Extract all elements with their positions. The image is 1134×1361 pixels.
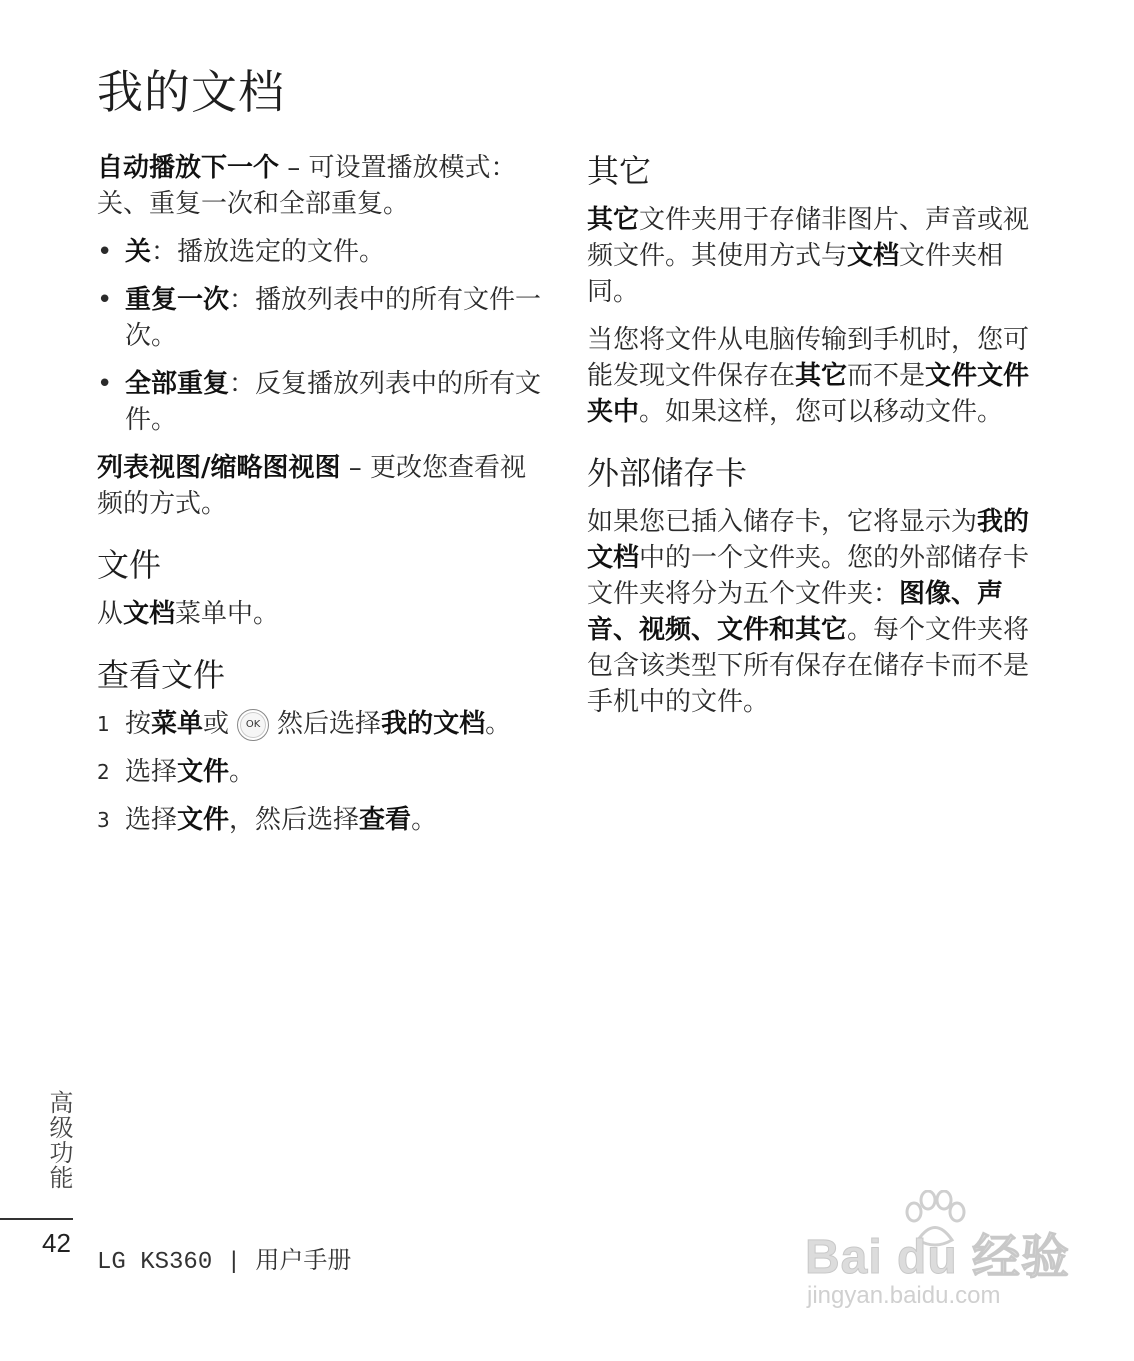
bullet-term: 全部重复 bbox=[125, 369, 230, 399]
files-paragraph bbox=[97, 596, 552, 632]
other-text: 当您将文件从电脑传输到手机时，您可能发现文件保存在 bbox=[587, 325, 1030, 391]
side-divider bbox=[0, 1218, 73, 1220]
card-text: 。每个文件夹将包含该类型下所有保存在储存卡而不是手机中的文件。 bbox=[587, 615, 1030, 717]
other-term: 其它 bbox=[795, 361, 848, 391]
step-text: 。 bbox=[485, 709, 512, 739]
section-side-label: 高级功能 bbox=[45, 1090, 73, 1190]
other-text: 。如果这样，您可以移动文件。 bbox=[639, 397, 1004, 427]
autoplay-term: 自动播放下一个 bbox=[97, 153, 280, 183]
list-item bbox=[97, 234, 552, 270]
step-term: 查看 bbox=[359, 805, 412, 835]
other-text: 而不是 bbox=[847, 361, 926, 391]
bullet-text: ：反复播放列表中的所有文件。 bbox=[125, 369, 542, 435]
other-term: 文件文件夹中 bbox=[587, 361, 1030, 427]
files-suffix: 菜单中。 bbox=[175, 599, 280, 629]
view-option-term: 列表视图/缩略图视图 bbox=[97, 453, 341, 483]
step-text: 然后选择 bbox=[277, 709, 382, 739]
step-text: 选择 bbox=[125, 757, 178, 787]
step-text: 选择 bbox=[125, 805, 178, 835]
step-number: 2 bbox=[97, 760, 110, 784]
list-item bbox=[97, 754, 552, 790]
bullet-text: ：播放选定的文件。 bbox=[151, 237, 386, 267]
files-heading: 文件 bbox=[97, 546, 162, 584]
other-term: 其它 bbox=[587, 205, 640, 235]
other-heading: 其它 bbox=[587, 152, 652, 190]
watermark-url: jingyan.baidu.com bbox=[807, 1282, 1001, 1309]
watermark bbox=[805, 1190, 1075, 1320]
other-text: 文件夹相同。 bbox=[587, 241, 1004, 307]
list-item bbox=[97, 802, 552, 838]
step-term: 菜单 bbox=[151, 709, 204, 739]
other-text: 文件夹用于存储非图片、声音或视频文件。其使用方式与 bbox=[587, 205, 1030, 271]
step-term: 文件 bbox=[177, 805, 230, 835]
step-term: 文件 bbox=[177, 757, 230, 787]
card-term: 图像、声音、视频、文件和其它 bbox=[587, 579, 1004, 645]
bullet-term: 关 bbox=[125, 237, 152, 267]
watermark-brand: Bai du 经验 bbox=[805, 1231, 1071, 1284]
step-text: ，然后选择 bbox=[229, 805, 360, 835]
other-paragraph-2 bbox=[587, 322, 1042, 430]
files-prefix: 从 bbox=[97, 599, 124, 629]
card-text: 如果您已插入储存卡，它将显示为 bbox=[587, 507, 978, 537]
files-term: 文档 bbox=[123, 599, 176, 629]
list-item bbox=[97, 282, 552, 354]
repeat-options-list bbox=[97, 234, 552, 438]
right-column bbox=[587, 150, 1042, 732]
step-text: 按 bbox=[125, 709, 152, 739]
other-term: 文档 bbox=[847, 241, 900, 271]
footer-manual-title: LG KS360 | 用户手册 bbox=[97, 1249, 352, 1276]
view-files-heading: 查看文件 bbox=[97, 656, 226, 694]
page-title: 我的文档 bbox=[97, 65, 285, 119]
card-heading: 外部储存卡 bbox=[587, 454, 748, 492]
step-term: 我的文档 bbox=[381, 709, 486, 739]
list-item bbox=[97, 366, 552, 438]
card-paragraph bbox=[587, 504, 1042, 720]
view-option-paragraph bbox=[97, 450, 552, 522]
bullet-term: 重复一次 bbox=[125, 285, 230, 315]
view-files-steps bbox=[97, 706, 552, 838]
other-paragraph-1 bbox=[587, 202, 1042, 310]
step-number: 3 bbox=[97, 808, 110, 832]
autoplay-paragraph bbox=[97, 150, 552, 222]
step-text: 。 bbox=[411, 805, 438, 835]
page-number: 42 bbox=[42, 1228, 71, 1258]
bullet-text: ：播放列表中的所有文件一次。 bbox=[125, 285, 542, 351]
left-column bbox=[97, 150, 552, 850]
list-item bbox=[97, 706, 552, 742]
autoplay-text: – 可设置播放模式：关、重复一次和全部重复。 bbox=[97, 153, 517, 219]
step-text: 或 bbox=[203, 709, 230, 739]
step-number: 1 bbox=[97, 712, 110, 736]
ok-button-icon: OK bbox=[237, 709, 269, 741]
step-text: 。 bbox=[229, 757, 256, 787]
view-option-text: – 更改您查看视频的方式。 bbox=[97, 453, 527, 519]
card-text: 中的一个文件夹。您的外部储存卡文件夹将分为五个文件夹： bbox=[587, 543, 1030, 609]
card-term: 我的文档 bbox=[587, 507, 1030, 573]
